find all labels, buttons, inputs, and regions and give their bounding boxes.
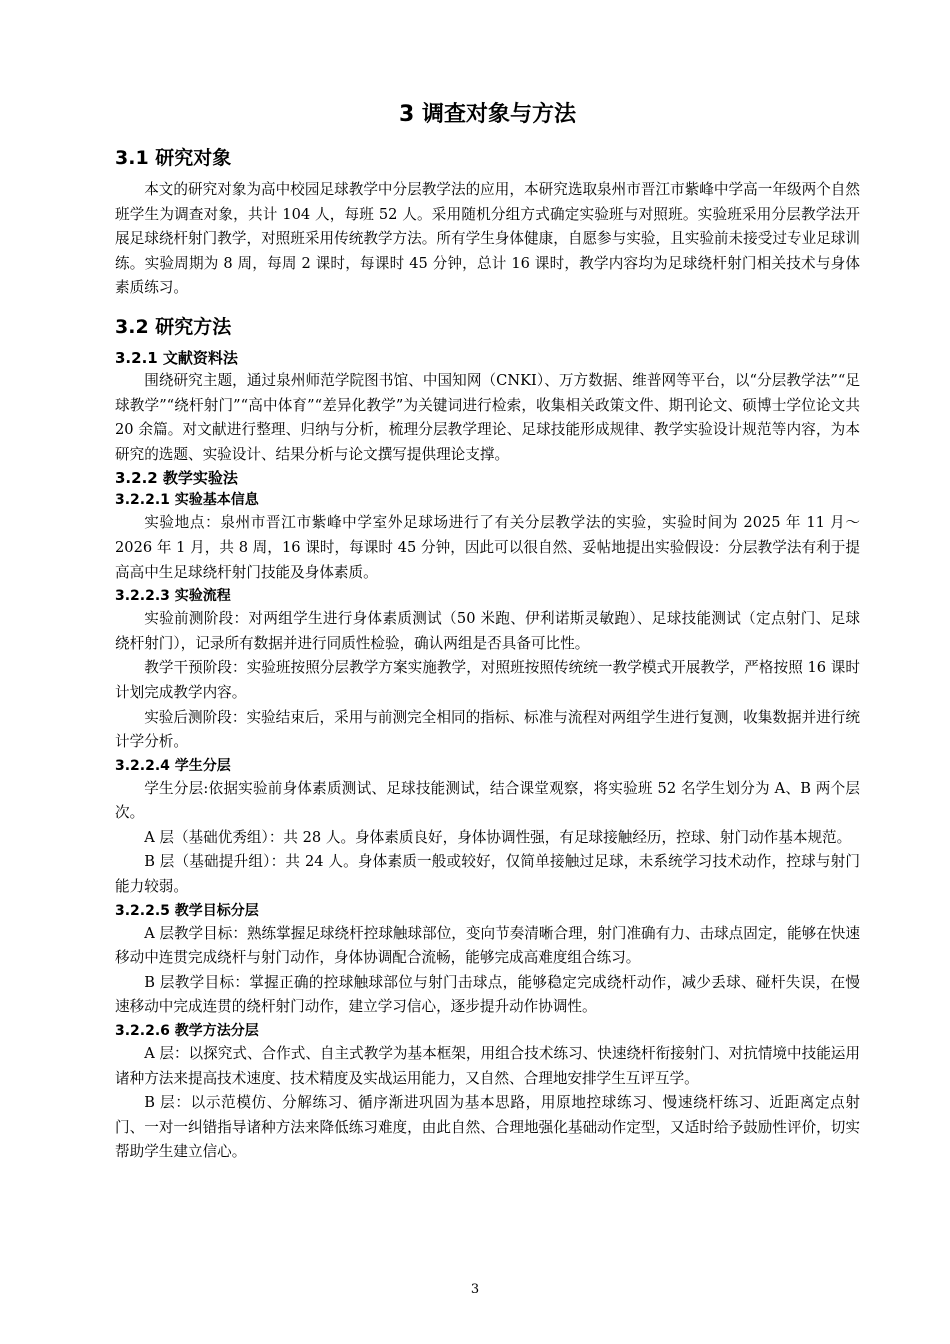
paragraph: A 层教学目标：熟练掌握足球绕杆控球触球部位，变向节奏清晰合理，射门准确有力、击球点固定，能够在快速移动中连贯完成绕杆与射门动作，身体协调配合流畅，能够完成高难度组合练习。 <box>115 924 860 967</box>
section-heading-3-2-1: 3.2.1 文献资料法 <box>115 348 238 367</box>
page-number: 3 <box>470 1282 480 1297</box>
section-heading-3-2-2-5: 3.2.2.5 教学目标分层 <box>115 902 259 919</box>
chapter-title: 3 调查对象与方法 <box>399 102 576 127</box>
paragraph: 本文的研究对象为高中校园足球教学中分层教学法的应用，本研究选取泉州市晋江市紫峰中学高一年级两个自然班学生为调查对象，共计 104 人，每班 52 人。采用随机分组方式确定实验班与对照班。实验班采用分层教学法开展足球绕杆射门教学，对照班采用传统教学方法。所有学生身体健康，自愿参与实验，且实验前未接受过专业足球训练。实验周期为 8 周，每周 2 课时，每课时 45 分钟，总计 16 课时，教学内容均为足球绕杆射门相关技术与身体素质练习。 <box>115 181 860 297</box>
paragraph: 教学干预阶段：实验班按照分层教学方案实施教学，对照班按照传统统一教学模式开展教学，严格按照 16 课时计划完成教学内容。 <box>115 659 860 701</box>
section-heading-3-2: 3.2 研究方法 <box>115 315 232 338</box>
document-page <box>115 100 860 1165</box>
paragraph: B 层：以示范模仿、分解练习、循序渐进巩固为基本思路，用原地控球练习、慢速绕杆练习、近距离定点射门、一对一纠错指导诸种方法来降低练习难度，由此自然、合理地强化基础动作定型，又适时给予鼓励性评价，切实帮助学生建立信心。 <box>115 1094 860 1161</box>
paragraph: 学生分层:依据实验前身体素质测试、足球技能测试，结合课堂观察，将实验班 52 名学生划分为 A、B 两个层次。 <box>115 779 860 822</box>
paragraph: 实验地点：泉州市晋江市紫峰中学室外足球场进行了有关分层教学法的实验，实验时间为 2025 年 11 月～2026 年 1 月，共 8 周，16 课时，每课时 45 分钟，因此可以很自然、妥帖地提出实验假设：分层教学法有利于提高高中生足球绕杆射门技能及身体素质。 <box>115 514 860 581</box>
paragraph: A 层：以探究式、合作式、自主式教学为基本框架，用组合技术练习、快速绕杆衔接射门、对抗情境中技能运用诸种方法来提高技术速度、技术精度及实战运用能力，又自然、合理地安排学生互评互学。 <box>115 1045 860 1087</box>
paragraph: B 层（基础提升组）：共 24 人。身体素质一般或较好，仅简单接触过足球，未系统学习技术动作，控球与射门能力较弱。 <box>115 853 860 896</box>
section-heading-3-1: 3.1 研究对象 <box>115 147 232 169</box>
section-heading-3-2-2-1: 3.2.2.1 实验基本信息 <box>115 492 259 509</box>
paragraph: 围绕研究主题，通过泉州师范学院图书馆、中国知网（CNKI）、万方数据、维普网等平台，以“分层教学法”“足球教学”“绕杆射门”“高中体育”“差异化教学”为关键词进行检索，收集相关政策文件、期刊论文、硕博士学位论文共 20 余篇。对文献进行整理、归纳与分析，梳理分层教学理论、足球技能形成规律、教学实验设计规范等内容，为本研究的选题、实验设计、结果分析与论文撰写提供理论支撑。 <box>115 371 860 463</box>
paragraph: 实验前测阶段：对两组学生进行身体素质测试（50 米跑、伊利诺斯灵敏跑）、足球技能测试（定点射门、足球绕杆射门），记录所有数据并进行同质性检验，确认两组是否具备可比性。 <box>115 610 860 652</box>
section-heading-3-2-2: 3.2.2 教学实验法 <box>115 469 238 488</box>
section-heading-3-2-2-6: 3.2.2.6 教学方法分层 <box>115 1023 259 1040</box>
section-heading-3-2-2-4: 3.2.2.4 学生分层 <box>115 757 231 774</box>
paragraph: A 层（基础优秀组）：共 28 人。身体素质良好，身体协调性强，有足球接触经历，控球、射门动作基本规范。 <box>144 828 852 846</box>
paragraph: B 层教学目标：掌握正确的控球触球部位与射门击球点，能够稳定完成绕杆动作，减少丢球、碰杆失误，在慢速移动中完成连贯的绕杆射门动作，建立学习信心，逐步提升动作协调性。 <box>115 973 860 1016</box>
section-heading-3-2-2-3: 3.2.2.3 实验流程 <box>115 588 231 605</box>
paragraph: 实验后测阶段：实验结束后，采用与前测完全相同的指标、标准与流程对两组学生进行复测，收集数据并进行统计学分析。 <box>115 708 860 751</box>
